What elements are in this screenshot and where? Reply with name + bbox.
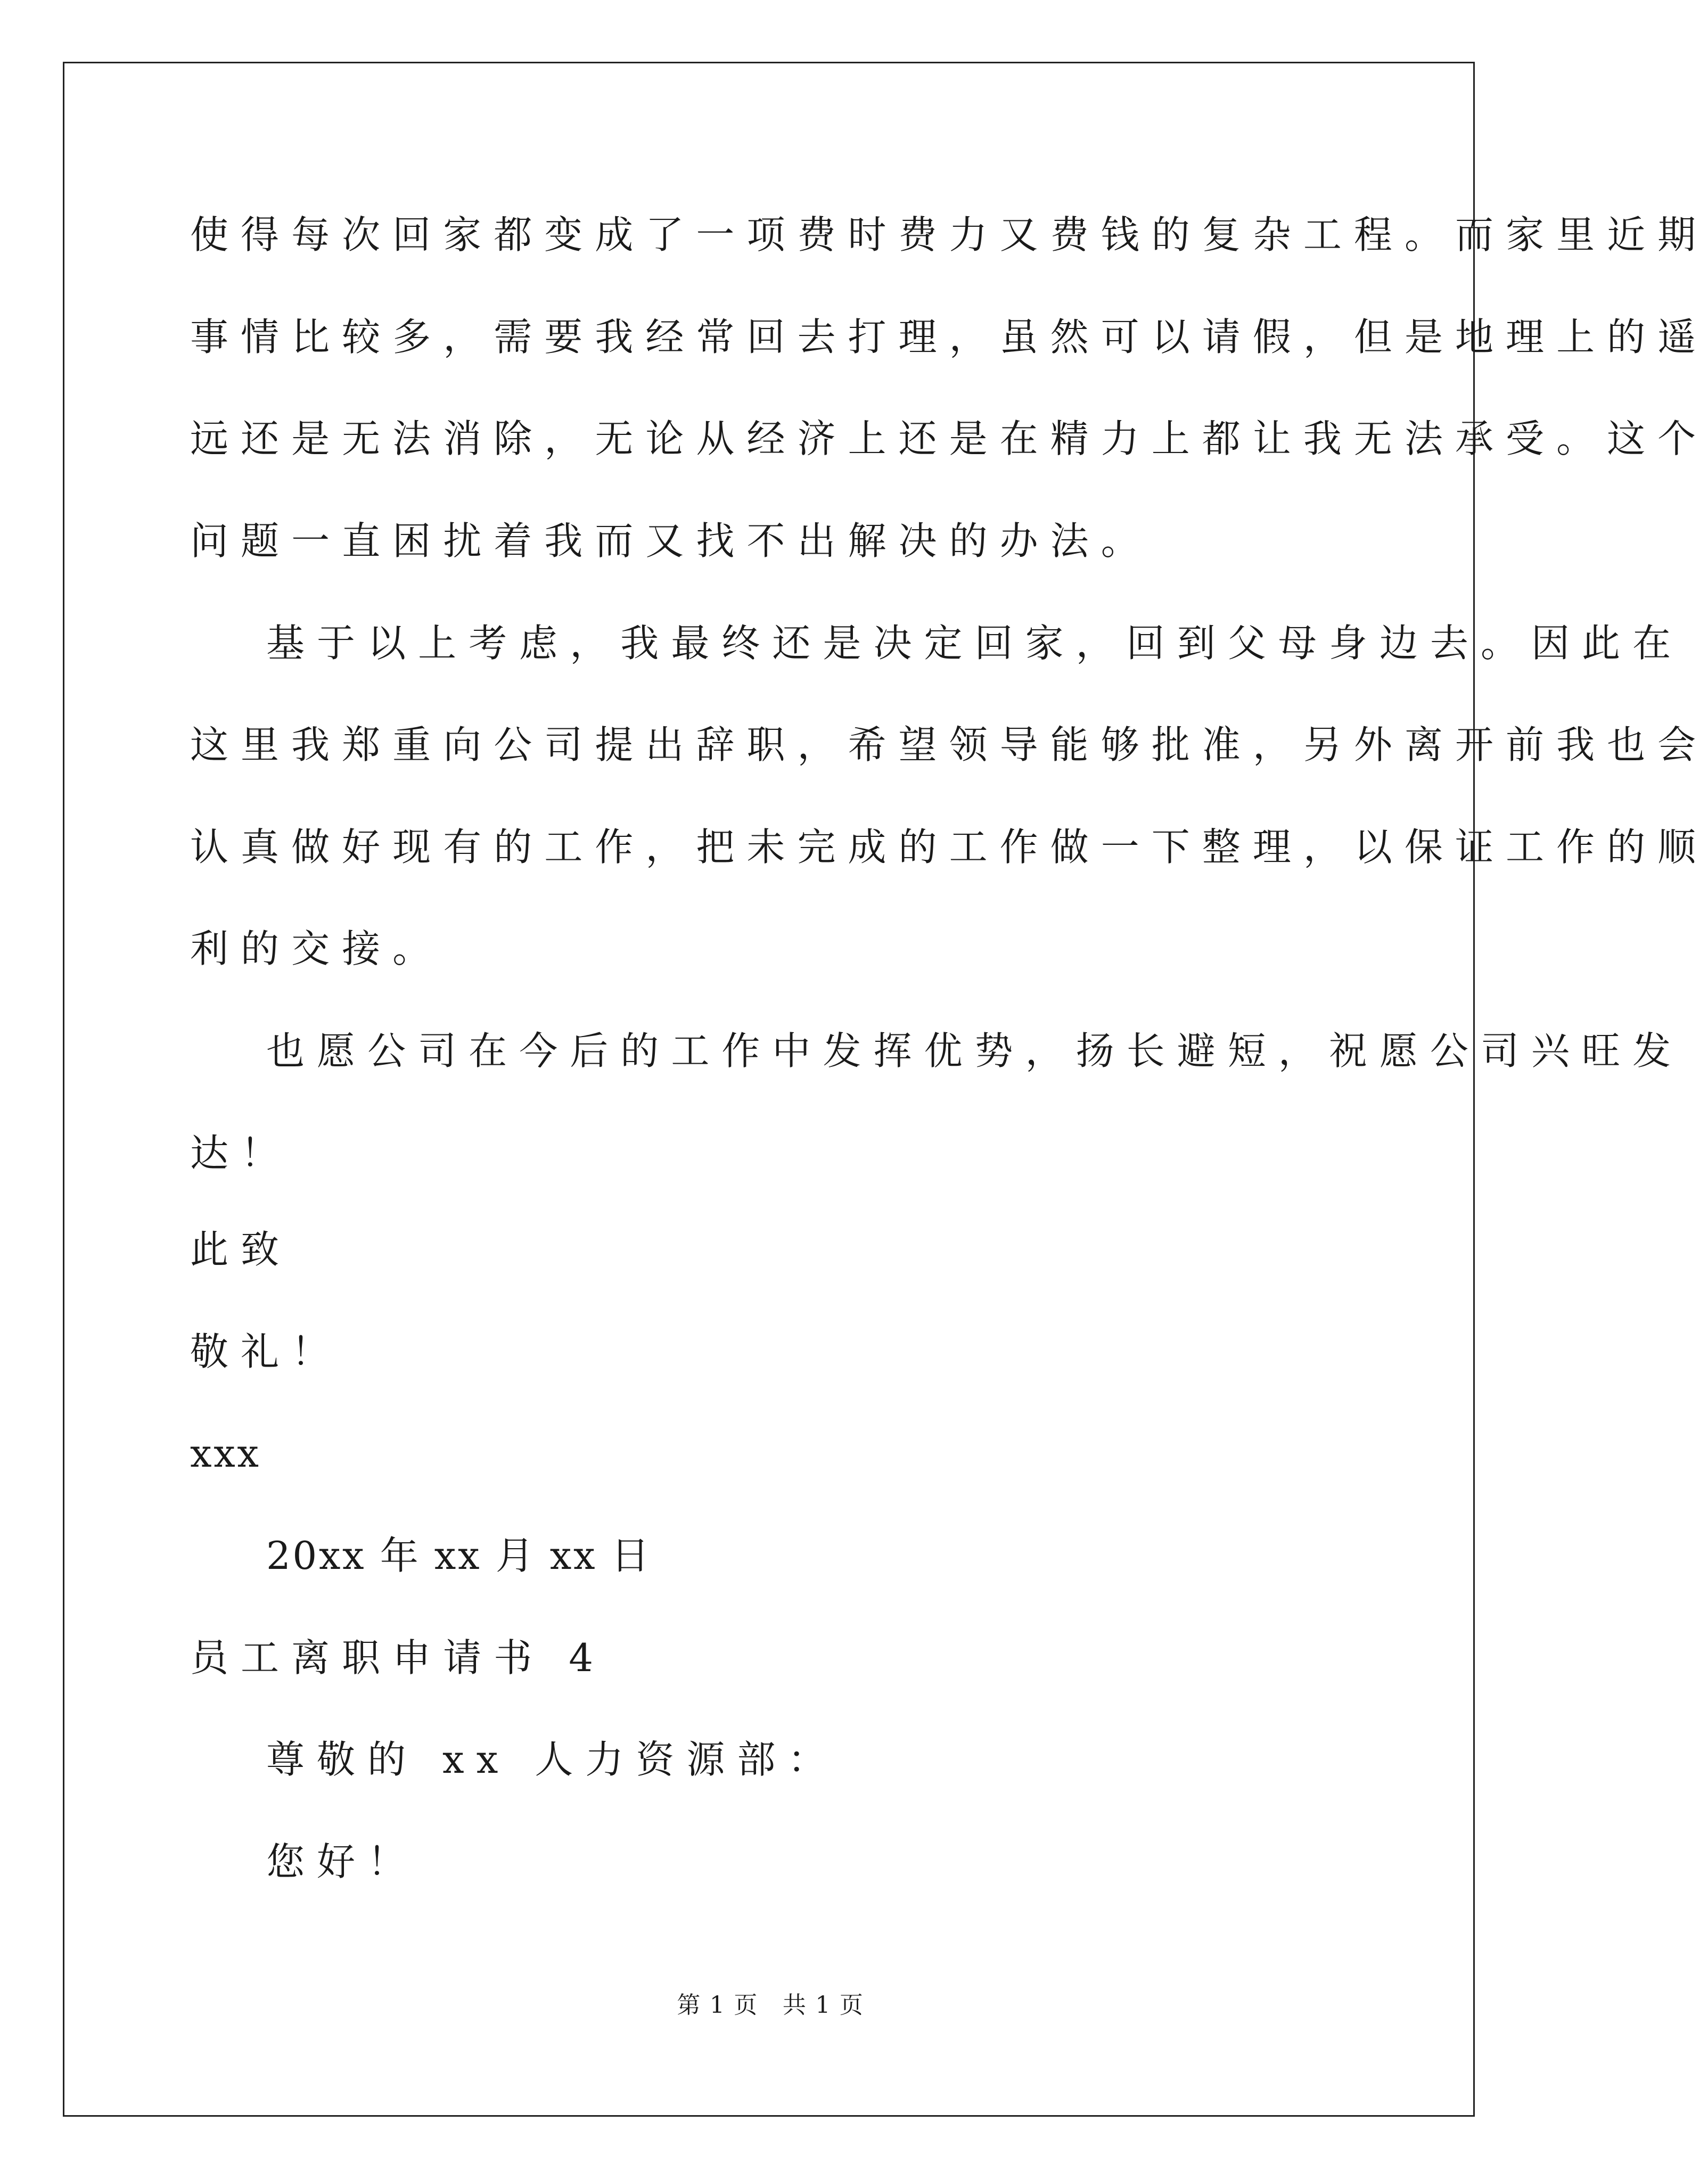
letter-date: 20xx 年 xx 月 xx 日 bbox=[266, 1533, 652, 1578]
text-line: 利的交接。 bbox=[190, 926, 444, 971]
closing-salutation: 此致 bbox=[190, 1227, 292, 1272]
text-line: 远还是无法消除，无论从经济上还是在精力上都让我无法承受。这个 bbox=[190, 416, 1708, 461]
text-line: 也愿公司在今后的工作中发挥优势，扬长避短，祝愿公司兴旺发 bbox=[266, 1029, 1684, 1073]
text-line: 事情比较多，需要我经常回去打理，虽然可以请假，但是地理上的遥 bbox=[190, 315, 1708, 359]
text-line: 这里我郑重向公司提出辞职，希望领导能够批准，另外离开前我也会 bbox=[190, 722, 1708, 767]
page-footer: 第 1 页 共 1 页 bbox=[677, 1992, 864, 2019]
letter-title: 员工离职申请书 4 bbox=[190, 1635, 606, 1680]
letter-greeting: 您好！ bbox=[266, 1839, 418, 1884]
closing-regards: 敬礼！ bbox=[190, 1329, 342, 1374]
page-border bbox=[63, 62, 1708, 2117]
text-line: 基于以上考虑，我最终还是决定回家，回到父母身边去。因此在 bbox=[266, 621, 1684, 665]
text-line: 达！ bbox=[190, 1131, 292, 1175]
letter-addressee: 尊敬的 xx 人力资源部： bbox=[266, 1737, 839, 1782]
text-line: 认真做好现有的工作，把未完成的工作做一下整理，以保证工作的顺 bbox=[190, 825, 1708, 869]
signature: xxx bbox=[190, 1431, 261, 1476]
text-line: 问题一直困扰着我而又找不出解决的办法。 bbox=[190, 519, 1152, 563]
text-line: 使得每次回家都变成了一项费时费力又费钱的复杂工程。而家里近期 bbox=[190, 212, 1708, 257]
